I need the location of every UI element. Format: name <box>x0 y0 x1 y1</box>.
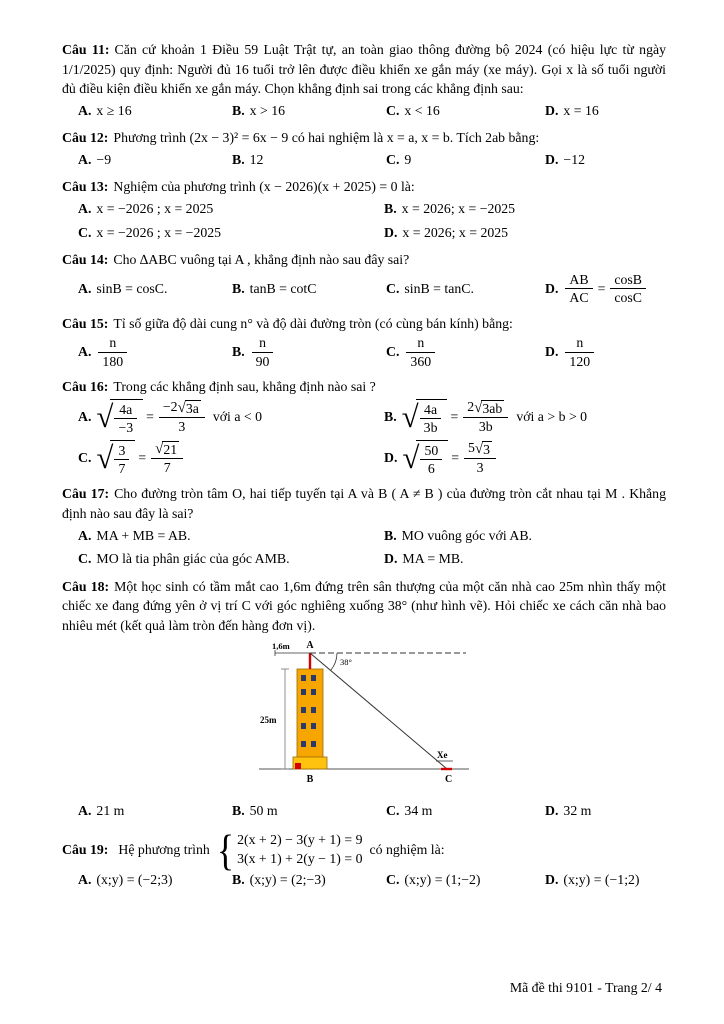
q18-figure <box>62 639 666 793</box>
condition-text: với a > b > 0 <box>516 409 588 425</box>
denominator: 7 <box>163 460 171 476</box>
fraction <box>420 443 442 477</box>
question-18 <box>62 577 666 825</box>
radical <box>402 440 448 477</box>
option-text: sinB = cosC. <box>96 280 168 296</box>
option-text: 9 <box>404 151 412 167</box>
option-letter: D. <box>545 803 559 819</box>
numerator <box>464 440 496 459</box>
option-text: x = 2026; x = 2025 <box>402 224 509 240</box>
option-letter: D. <box>384 450 398 466</box>
option-text: sinB = tanC. <box>404 280 474 296</box>
option-letter: D. <box>384 224 398 240</box>
option-letter: B. <box>232 803 245 819</box>
question-text <box>62 250 666 270</box>
radicand: 3a <box>185 400 199 416</box>
fraction <box>406 335 435 369</box>
radical <box>475 441 492 457</box>
q16-option-d <box>384 440 666 477</box>
equals-sign: = <box>597 280 606 296</box>
q16-options <box>78 399 666 477</box>
option-letter: C. <box>78 551 92 567</box>
question-text <box>62 484 666 523</box>
q15-option-d <box>545 335 666 369</box>
question-number: Câu 19: <box>62 841 109 857</box>
diagonal-sight-line <box>310 653 447 769</box>
q18-option-a <box>78 801 228 821</box>
option-letter: B. <box>232 872 245 888</box>
question-number: Câu 13: <box>62 179 109 195</box>
option-letter: A. <box>78 803 92 819</box>
denominator: cosC <box>614 290 642 306</box>
option-text: x ≥ 16 <box>96 102 132 118</box>
option-letter: D. <box>545 102 559 118</box>
coefficient: 2 <box>467 399 475 415</box>
denominator: 6 <box>427 461 435 476</box>
option-letter: C. <box>386 872 400 888</box>
coefficient: −2 <box>162 399 178 415</box>
option-text: MA + MB = AB. <box>96 527 191 543</box>
question-17 <box>62 484 666 572</box>
question-text <box>62 314 666 334</box>
q15-option-a <box>78 335 228 369</box>
coefficient: 5 <box>468 440 475 456</box>
question-text <box>62 377 666 397</box>
option-letter: B. <box>384 201 397 217</box>
label-point-a: A <box>306 640 314 652</box>
question-15 <box>62 314 666 373</box>
option-text: x = −2026 ; x = 2025 <box>96 201 214 217</box>
option-text: (x;y) = (1;−2) <box>404 872 481 888</box>
question-body-suffix: có nghiệm là: <box>369 841 445 857</box>
label-height: 25m <box>260 715 277 726</box>
page-footer <box>62 978 666 1012</box>
option-text: −9 <box>96 151 112 167</box>
equals-sign: = <box>450 409 459 425</box>
question-number: Câu 12: <box>62 130 109 146</box>
radicand <box>416 440 448 477</box>
radicand: 3 <box>483 441 491 457</box>
equation-system <box>217 831 363 868</box>
q19-option-b <box>232 870 382 890</box>
radicand <box>416 399 448 436</box>
question-16 <box>62 377 666 480</box>
question-text <box>62 831 666 868</box>
q17-option-d <box>384 549 666 569</box>
q18-option-c <box>386 801 541 821</box>
fraction <box>565 335 594 369</box>
option-letter: B. <box>384 527 397 543</box>
fraction <box>114 402 137 436</box>
equals-sign: = <box>451 450 460 466</box>
q12-option-b <box>232 150 382 170</box>
radical <box>402 399 448 436</box>
option-letter: C. <box>386 280 400 296</box>
denominator: 3b <box>423 420 438 436</box>
q13-option-c <box>78 223 380 243</box>
equations <box>237 831 362 868</box>
option-text: MO là tia phân giác của góc AMB. <box>96 551 290 567</box>
numerator: n <box>565 335 594 352</box>
denominator: 180 <box>102 353 124 369</box>
numerator: AB <box>565 272 592 289</box>
option-text: (x;y) = (2;−3) <box>249 872 326 888</box>
q15-option-c <box>386 335 541 369</box>
option-text: −12 <box>563 151 585 167</box>
option-letter: C. <box>386 102 400 118</box>
denominator: 7 <box>118 461 126 476</box>
option-letter: A. <box>78 151 92 167</box>
question-13 <box>62 177 666 246</box>
denominator: AC <box>569 290 589 306</box>
q19-options <box>78 870 666 890</box>
brace-icon <box>217 832 234 868</box>
denominator: −3 <box>118 420 134 436</box>
question-number: Câu 17: <box>62 486 110 502</box>
option-letter: A. <box>78 280 92 296</box>
question-body: Cho ∆ABC vuông tại A , khẳng định nào sau đây sai? <box>113 252 410 268</box>
option-letter: D. <box>545 872 559 888</box>
question-19 <box>62 829 666 894</box>
equation-1: 2(x + 2) − 3(y + 1) = 9 <box>237 832 363 848</box>
q16-option-b <box>384 399 666 436</box>
q13-options <box>78 199 666 242</box>
option-letter: D. <box>545 280 559 296</box>
option-letter: B. <box>384 409 397 425</box>
q11-option-d <box>545 101 666 121</box>
q14-options <box>78 272 666 306</box>
option-text: MA = MB. <box>402 551 464 567</box>
fraction <box>252 335 274 369</box>
question-body: Trong các khẳng định sau, khẳng định nào sai ? <box>113 379 376 395</box>
q17-option-a <box>78 526 380 546</box>
option-text: MO vuông góc với AB. <box>401 527 532 543</box>
question-body: Phương trình (2x − 3)² = 6x − 9 có hai nghiệm là x = a, x = b. Tích 2ab bằng: <box>113 130 540 146</box>
q15-option-b <box>232 335 382 369</box>
label-point-b: B <box>306 774 314 786</box>
building-tower <box>297 669 323 769</box>
radicand <box>110 440 135 477</box>
point-b-mark <box>295 763 301 769</box>
denominator: 3b <box>478 419 493 435</box>
option-letter: A. <box>78 527 92 543</box>
question-14 <box>62 250 666 309</box>
question-body: Một học sinh có tầm mắt cao 1,6m đứng trên sân thượng của một căn nhà cao 25m nhìn thấy một chiếc xe đang đứng yên ở vị trí C với góc nghiêng xuống 38° (như hình vẽ). Hỏi chiếc xe cách căn nhà bao nhiêu mét (kết quả làm tròn đến hàng đơn vị). <box>62 578 666 633</box>
option-text: (x;y) = (−2;3) <box>96 872 173 888</box>
question-12 <box>62 128 666 173</box>
q13-option-b <box>384 199 666 219</box>
numerator: 3 <box>114 443 129 460</box>
option-text: (x;y) = (−1;2) <box>563 872 640 888</box>
q12-option-c <box>386 150 541 170</box>
option-text: x = 2026; x = −2025 <box>401 201 516 217</box>
denominator: 120 <box>569 353 591 369</box>
option-text: tanB = cotC <box>249 280 317 296</box>
q11-options <box>78 101 666 121</box>
q17-option-c <box>78 549 380 569</box>
question-11 <box>62 40 666 124</box>
q13-option-d <box>384 223 666 243</box>
option-letter: C. <box>78 224 92 240</box>
fraction <box>610 272 646 306</box>
q18-option-b <box>232 801 382 821</box>
q12-option-a <box>78 150 228 170</box>
numerator: 4a <box>114 402 137 419</box>
q18-options <box>78 801 666 821</box>
numerator: n <box>406 335 435 352</box>
option-letter: B. <box>232 102 245 118</box>
numerator <box>463 399 508 418</box>
option-letter: C. <box>386 803 400 819</box>
numerator: cosB <box>610 272 646 289</box>
fraction <box>151 440 183 475</box>
q17-option-b <box>384 526 666 546</box>
option-letter: D. <box>545 344 559 360</box>
equals-sign: = <box>146 409 154 425</box>
equals-sign: = <box>138 450 147 466</box>
fraction <box>565 272 592 306</box>
option-letter: C. <box>78 450 92 466</box>
q19-option-c <box>386 870 541 890</box>
question-number: Câu 11: <box>62 42 110 57</box>
q12-option-d <box>545 150 666 170</box>
q18-option-d <box>545 801 666 821</box>
question-body: Cho đường tròn tâm O, hai tiếp tuyến tại A và B ( A ≠ B ) của đường tròn cắt nhau tại M . Khẳng định nào sau đây là sai? <box>62 486 666 522</box>
q11-option-c <box>386 101 541 121</box>
angle-arc <box>331 653 337 670</box>
fraction <box>420 402 442 436</box>
numerator: n <box>98 335 127 352</box>
numerator <box>159 399 205 418</box>
option-text: x > 16 <box>249 102 286 118</box>
option-letter: C. <box>386 344 400 360</box>
option-letter: D. <box>545 151 559 167</box>
label-car: Xe <box>437 750 448 761</box>
radical <box>155 441 179 457</box>
option-letter: C. <box>386 151 400 167</box>
option-text: 12 <box>249 151 264 167</box>
q15-options <box>78 335 666 369</box>
fraction <box>114 443 129 477</box>
option-text: 50 m <box>249 803 278 819</box>
option-text: 32 m <box>563 803 592 819</box>
question-number: Câu 14: <box>62 252 109 268</box>
option-letter: A. <box>78 409 92 425</box>
q17-options <box>78 526 666 569</box>
radical <box>96 399 143 436</box>
fraction <box>159 399 205 434</box>
fraction <box>98 335 127 369</box>
option-letter: A. <box>78 872 92 888</box>
label-eye-height: 1,6m <box>272 641 290 652</box>
radicand <box>110 399 143 436</box>
denominator: 3 <box>476 460 484 476</box>
option-text: 21 m <box>96 803 125 819</box>
option-letter: B. <box>232 344 245 360</box>
option-letter: B. <box>232 280 245 296</box>
question-body: Nghiệm của phương trình (x − 2026)(x + 2025) = 0 là: <box>113 179 415 195</box>
q19-option-d <box>545 870 666 890</box>
building-angle-diagram <box>255 639 473 793</box>
option-text: x < 16 <box>404 102 440 118</box>
question-number: Câu 18: <box>62 578 110 594</box>
option-letter: A. <box>78 201 92 217</box>
option-text: x = −2026 ; x = −2025 <box>96 224 222 240</box>
option-letter: A. <box>78 102 92 118</box>
option-text: x = 16 <box>563 102 599 118</box>
fraction <box>463 399 508 434</box>
q14-option-a <box>78 279 228 299</box>
condition-text: với a < 0 <box>212 409 263 425</box>
q19-option-a <box>78 870 228 890</box>
radical <box>96 440 135 477</box>
option-letter: A. <box>78 344 92 360</box>
q12-options <box>78 150 666 170</box>
q13-option-a <box>78 199 380 219</box>
question-body: Hệ phương trình <box>118 841 210 857</box>
question-text <box>62 177 666 197</box>
option-letter: B. <box>232 151 245 167</box>
q14-option-c <box>386 279 541 299</box>
question-text <box>62 128 666 148</box>
q16-option-c <box>78 440 380 477</box>
fraction <box>464 440 496 475</box>
option-letter: D. <box>384 551 398 567</box>
numerator <box>151 440 183 459</box>
q11-option-a <box>78 101 228 121</box>
option-text: 34 m <box>404 803 433 819</box>
radical <box>178 400 201 416</box>
radicand: 21 <box>163 441 178 457</box>
question-number: Câu 16: <box>62 379 109 395</box>
equation-2: 3(x + 1) + 2(y − 1) = 0 <box>237 850 363 866</box>
numerator: 4a <box>420 402 442 419</box>
question-text <box>62 577 666 636</box>
denominator: 3 <box>178 419 186 435</box>
denominator: 90 <box>255 353 270 369</box>
footer-text: Mã đề thi 9101 - Trang 2/ 4 <box>509 980 662 996</box>
question-body: Căn cứ khoản 1 Điều 59 Luật Trật tự, an toàn giao thông đường bộ 2024 (có hiệu lực từ ngày 1/1/2025) quy định: Người đủ 16 tuổi trở lên được điều khiển xe gắn máy (xe máy). Gọi x là số tuổi người đủ điều kiện điều khiển xe gắn máy. Chọn khẳng định sai trong các khẳng định sau: <box>62 42 666 97</box>
question-body: Tỉ số giữa độ dài cung n° và độ dài đường tròn (có cùng bán kính) bằng: <box>113 315 513 331</box>
radical <box>474 400 504 416</box>
q11-option-b <box>232 101 382 121</box>
q16-option-a <box>78 399 380 436</box>
q14-option-b <box>232 279 382 299</box>
question-text <box>62 40 666 99</box>
numerator: n <box>252 335 274 352</box>
q14-option-d <box>545 272 666 306</box>
question-number: Câu 15: <box>62 315 109 331</box>
label-angle: 38° <box>340 657 352 668</box>
denominator: 360 <box>410 353 432 369</box>
radicand: 3ab <box>482 400 503 416</box>
numerator: 50 <box>420 443 442 460</box>
label-point-c: C <box>445 774 453 786</box>
